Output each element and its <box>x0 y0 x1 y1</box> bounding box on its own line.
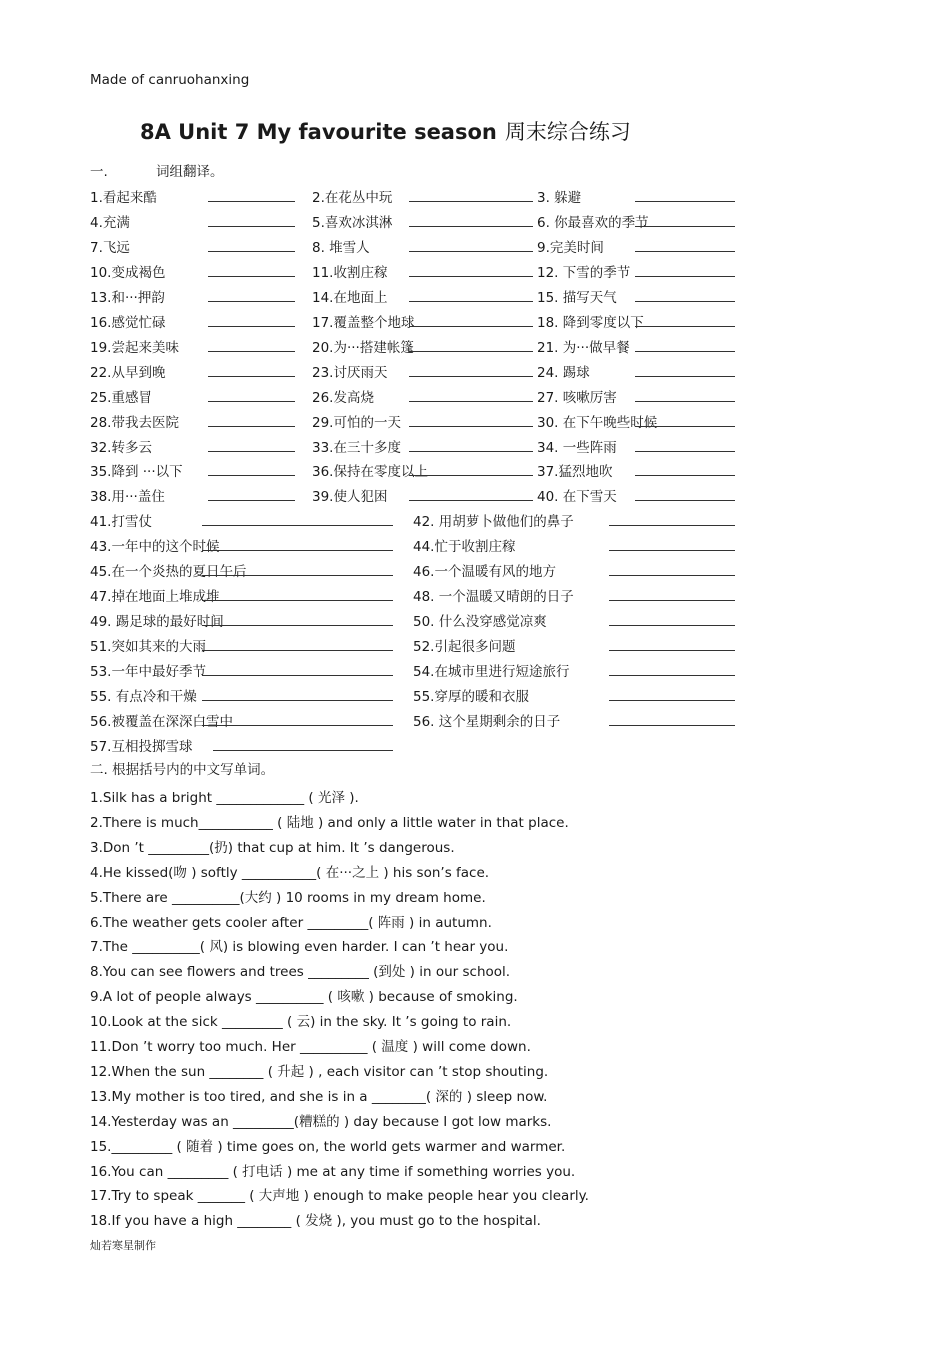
answer-blank[interactable] <box>609 625 735 626</box>
answer-blank[interactable] <box>409 500 533 501</box>
phrase-label: 43.一年中的这个时候 <box>90 538 220 555</box>
fill-in-sentence: 4.He kissed(吻 ) softly ___________( 在···之上 ) his son’s face. <box>90 864 490 881</box>
answer-blank[interactable] <box>635 201 735 202</box>
fill-in-sentence: 18.If you have a high ________ ( 发烧 ), you must go to the hospital. <box>90 1213 541 1230</box>
phrase-row <box>90 436 750 456</box>
phrase-label: 22.从早到晚 <box>90 364 166 381</box>
phrase-row <box>90 635 750 655</box>
answer-blank[interactable] <box>208 226 295 227</box>
phrase-label: 54.在城市里进行短途旅行 <box>413 663 570 680</box>
section1-title: 词组翻译。 <box>156 164 224 180</box>
phrase-label: 44.忙于收割庄稼 <box>413 538 516 555</box>
phrase-label: 14.在地面上 <box>312 289 388 306</box>
fill-in-sentence: 2.There is much___________ ( 陆地 ) and only a little water in that place. <box>90 814 569 831</box>
fill-in-sentence: 3.Don ’t _________(扔) that cup at him. It ’s dangerous. <box>90 839 455 856</box>
phrase-label: 11.收割庄稼 <box>312 264 388 281</box>
phrase-row <box>90 610 750 630</box>
phrase-label: 51.突如其来的大雨 <box>90 638 206 655</box>
phrase-row <box>90 336 750 356</box>
answer-blank[interactable] <box>609 650 735 651</box>
phrase-row <box>90 386 750 406</box>
phrase-label: 52.引起很多问题 <box>413 638 516 655</box>
footer-note: 灿若寒星制作 <box>90 1239 156 1252</box>
phrase-label: 24. 踢球 <box>537 364 590 381</box>
answer-blank[interactable] <box>635 401 735 402</box>
answer-blank[interactable] <box>635 301 735 302</box>
phrase-label: 33.在三十多度 <box>312 439 401 456</box>
answer-blank[interactable] <box>409 351 533 352</box>
answer-blank[interactable] <box>409 251 533 252</box>
answer-blank[interactable] <box>208 401 295 402</box>
phrase-label: 26.发高烧 <box>312 389 374 406</box>
answer-blank[interactable] <box>208 376 295 377</box>
phrase-label: 46.一个温暖有风的地方 <box>413 563 556 580</box>
answer-blank[interactable] <box>635 251 735 252</box>
fill-in-sentence: 10.Look at the sick _________ ( 云) in the sky. It ’s going to rain. <box>90 1014 512 1031</box>
phrase-row <box>90 735 750 755</box>
phrase-label: 30. 在下午晚些时候 <box>537 414 658 431</box>
fill-in-sentence: 6.The weather gets cooler after _________( 阵雨 ) in autumn. <box>90 914 492 931</box>
phrase-label: 5.喜欢冰淇淋 <box>312 214 393 231</box>
phrase-row <box>90 261 750 281</box>
answer-blank[interactable] <box>635 226 735 227</box>
answer-blank[interactable] <box>202 525 393 526</box>
fill-in-sentence: 8.You can see flowers and trees _________ (到处 ) in our school. <box>90 964 511 981</box>
answer-blank[interactable] <box>208 201 295 202</box>
answer-blank[interactable] <box>409 276 533 277</box>
phrase-row <box>90 411 750 431</box>
page-title <box>140 116 631 146</box>
answer-blank[interactable] <box>635 475 735 476</box>
phrase-row <box>90 585 750 605</box>
fill-in-sentence: 16.You can _________ ( 打电话 ) me at any time if something worries you. <box>90 1163 576 1180</box>
phrase-label: 41.打雪仗 <box>90 514 152 530</box>
answer-blank[interactable] <box>208 451 295 452</box>
answer-blank[interactable] <box>409 426 533 427</box>
fill-in-sentence: 12.When the sun ________ ( 升起 ) , each visitor can ’t stop shouting. <box>90 1063 549 1080</box>
phrase-label: 4.充满 <box>90 214 130 231</box>
answer-blank[interactable] <box>609 675 735 676</box>
phrase-label: 18. 降到零度以下 <box>537 314 644 331</box>
phrase-label: 49. 踢足球的最好时间 <box>90 613 224 630</box>
section1-heading <box>90 160 224 180</box>
answer-blank[interactable] <box>409 401 533 402</box>
phrase-row <box>90 361 750 381</box>
fill-in-sentence: 14.Yesterday was an _________(糟糕的 ) day because I got low marks. <box>90 1113 552 1130</box>
phrase-row <box>90 660 750 680</box>
phrase-label: 8. 堆雪人 <box>312 239 370 256</box>
answer-blank[interactable] <box>635 376 735 377</box>
answer-blank[interactable] <box>213 750 393 751</box>
answer-blank[interactable] <box>609 525 735 526</box>
phrase-label: 53.一年中最好季节 <box>90 663 206 680</box>
answer-blank[interactable] <box>609 700 735 701</box>
phrase-label: 13.和···押韵 <box>90 289 165 306</box>
answer-blank[interactable] <box>609 550 735 551</box>
phrase-row <box>90 710 750 730</box>
phrase-label: 7.飞远 <box>90 239 130 256</box>
phrase-row <box>90 236 750 256</box>
answer-blank[interactable] <box>409 301 533 302</box>
answer-blank[interactable] <box>208 276 295 277</box>
phrase-label: 42. 用胡萝卜做他们的鼻子 <box>413 514 574 530</box>
phrase-row <box>90 460 750 480</box>
answer-blank[interactable] <box>409 226 533 227</box>
answer-blank[interactable] <box>202 700 393 701</box>
answer-blank[interactable] <box>635 426 735 427</box>
phrase-label: 48. 一个温暖又晴朗的日子 <box>413 588 574 605</box>
answer-blank[interactable] <box>202 725 393 726</box>
answer-blank[interactable] <box>635 326 735 327</box>
phrase-label: 57.互相投掷雪球 <box>90 738 193 755</box>
title-english: 8A Unit 7 My favourite season <box>140 120 497 144</box>
answer-blank[interactable] <box>609 725 735 726</box>
phrase-label: 35.降到 ···以下 <box>90 464 183 481</box>
answer-blank[interactable] <box>635 500 735 501</box>
phrase-row <box>90 485 750 505</box>
fill-in-sentence: 7.The __________( 风) is blowing even harder. I can ’t hear you. <box>90 939 509 956</box>
fill-in-sentence: 15._________ ( 随着 ) time goes on, the world gets warmer and warmer. <box>90 1138 566 1155</box>
phrase-label: 40. 在下雪天 <box>537 489 617 506</box>
fill-in-sentence: 13.My mother is too tired, and she is in a ________( 深的 ) sleep now. <box>90 1088 548 1105</box>
phrase-label: 28.带我去医院 <box>90 414 179 431</box>
phrase-row <box>90 186 750 206</box>
answer-blank[interactable] <box>409 326 533 327</box>
fill-in-sentence: 9.A lot of people always __________ ( 咳嗽 ) because of smoking. <box>90 989 518 1006</box>
answer-blank[interactable] <box>208 426 295 427</box>
answer-blank[interactable] <box>202 550 393 551</box>
answer-blank[interactable] <box>208 326 295 327</box>
phrase-label: 6. 你最喜欢的季节 <box>537 214 649 231</box>
phrase-label: 17.覆盖整个地球 <box>312 314 415 331</box>
title-chinese: 周末综合练习 <box>504 120 631 144</box>
answer-blank[interactable] <box>635 276 735 277</box>
fill-in-sentence: 11.Don ’t worry too much. Her __________ ( 温度 ) will come down. <box>90 1039 531 1055</box>
fill-in-sentence: 5.There are __________(大约 ) 10 rooms in my dream home. <box>90 889 486 906</box>
answer-blank[interactable] <box>202 575 393 576</box>
phrase-label: 10.变成褐色 <box>90 264 166 281</box>
section1-number: 一. <box>90 164 108 180</box>
phrase-row <box>90 685 750 705</box>
answer-blank[interactable] <box>208 500 295 501</box>
answer-blank[interactable] <box>409 376 533 377</box>
phrase-label: 55.穿厚的暖和衣服 <box>413 688 529 705</box>
phrase-label: 20.为···搭建帐篷 <box>312 339 414 356</box>
phrase-label: 55. 有点冷和干燥 <box>90 688 197 705</box>
answer-blank[interactable] <box>202 625 393 626</box>
phrase-label: 29.可怕的一天 <box>312 414 401 431</box>
phrase-label: 16.感觉忙碌 <box>90 314 166 331</box>
answer-blank[interactable] <box>609 600 735 601</box>
phrase-label: 56.被覆盖在深深白雪中 <box>90 713 233 730</box>
phrase-label: 27. 咳嗽厉害 <box>537 389 617 406</box>
phrase-row <box>90 510 750 530</box>
phrase-label: 32.转多云 <box>90 439 152 456</box>
phrase-label: 47.掉在地面上堆成堆 <box>90 588 220 605</box>
phrase-label: 2.在花丛中玩 <box>312 190 393 206</box>
phrase-label: 3. 躲避 <box>537 190 582 206</box>
answer-blank[interactable] <box>409 201 533 202</box>
answer-blank[interactable] <box>202 600 393 601</box>
phrase-label: 39.使人犯困 <box>312 489 388 506</box>
phrase-label: 25.重感冒 <box>90 389 152 406</box>
phrase-label: 12. 下雪的季节 <box>537 264 631 281</box>
answer-blank[interactable] <box>635 451 735 452</box>
header-note: Made of canruohanxing <box>90 72 250 88</box>
phrase-label: 15. 描写天气 <box>537 289 617 306</box>
answer-blank[interactable] <box>202 650 393 651</box>
phrase-label: 21. 为···做早餐 <box>537 339 630 356</box>
phrase-row <box>90 535 750 555</box>
phrase-label: 1.看起来酷 <box>90 190 157 206</box>
phrase-row <box>90 286 750 306</box>
section2-heading: 二. 根据括号内的中文写单词。 <box>90 762 275 778</box>
phrase-label: 19.尝起来美味 <box>90 339 179 356</box>
answer-blank[interactable] <box>609 575 735 576</box>
answer-blank[interactable] <box>208 251 295 252</box>
phrase-label: 56. 这个星期剩余的日子 <box>413 713 561 730</box>
phrase-label: 37.猛烈地吹 <box>537 464 613 481</box>
phrase-label: 45.在一个炎热的夏日午后 <box>90 563 247 580</box>
phrase-row <box>90 560 750 580</box>
phrase-label: 34. 一些阵雨 <box>537 439 617 456</box>
answer-blank[interactable] <box>409 451 533 452</box>
phrase-label: 9.完美时间 <box>537 239 604 256</box>
phrase-label: 50. 什么没穿感觉凉爽 <box>413 613 547 630</box>
answer-blank[interactable] <box>409 475 533 476</box>
fill-in-sentence: 17.Try to speak _______ ( 大声地 ) enough to make people hear you clearly. <box>90 1188 589 1205</box>
phrase-label: 38.用···盖住 <box>90 489 165 506</box>
phrase-row <box>90 211 750 231</box>
answer-blank[interactable] <box>208 301 295 302</box>
fill-in-sentence: 1.Silk has a bright _____________ ( 光泽 ). <box>90 790 359 806</box>
phrase-row <box>90 311 750 331</box>
phrase-label: 23.讨厌雨天 <box>312 364 388 381</box>
answer-blank[interactable] <box>202 675 393 676</box>
phrase-label: 36.保持在零度以上 <box>312 464 428 481</box>
answer-blank[interactable] <box>208 475 295 476</box>
answer-blank[interactable] <box>208 351 295 352</box>
answer-blank[interactable] <box>635 351 735 352</box>
